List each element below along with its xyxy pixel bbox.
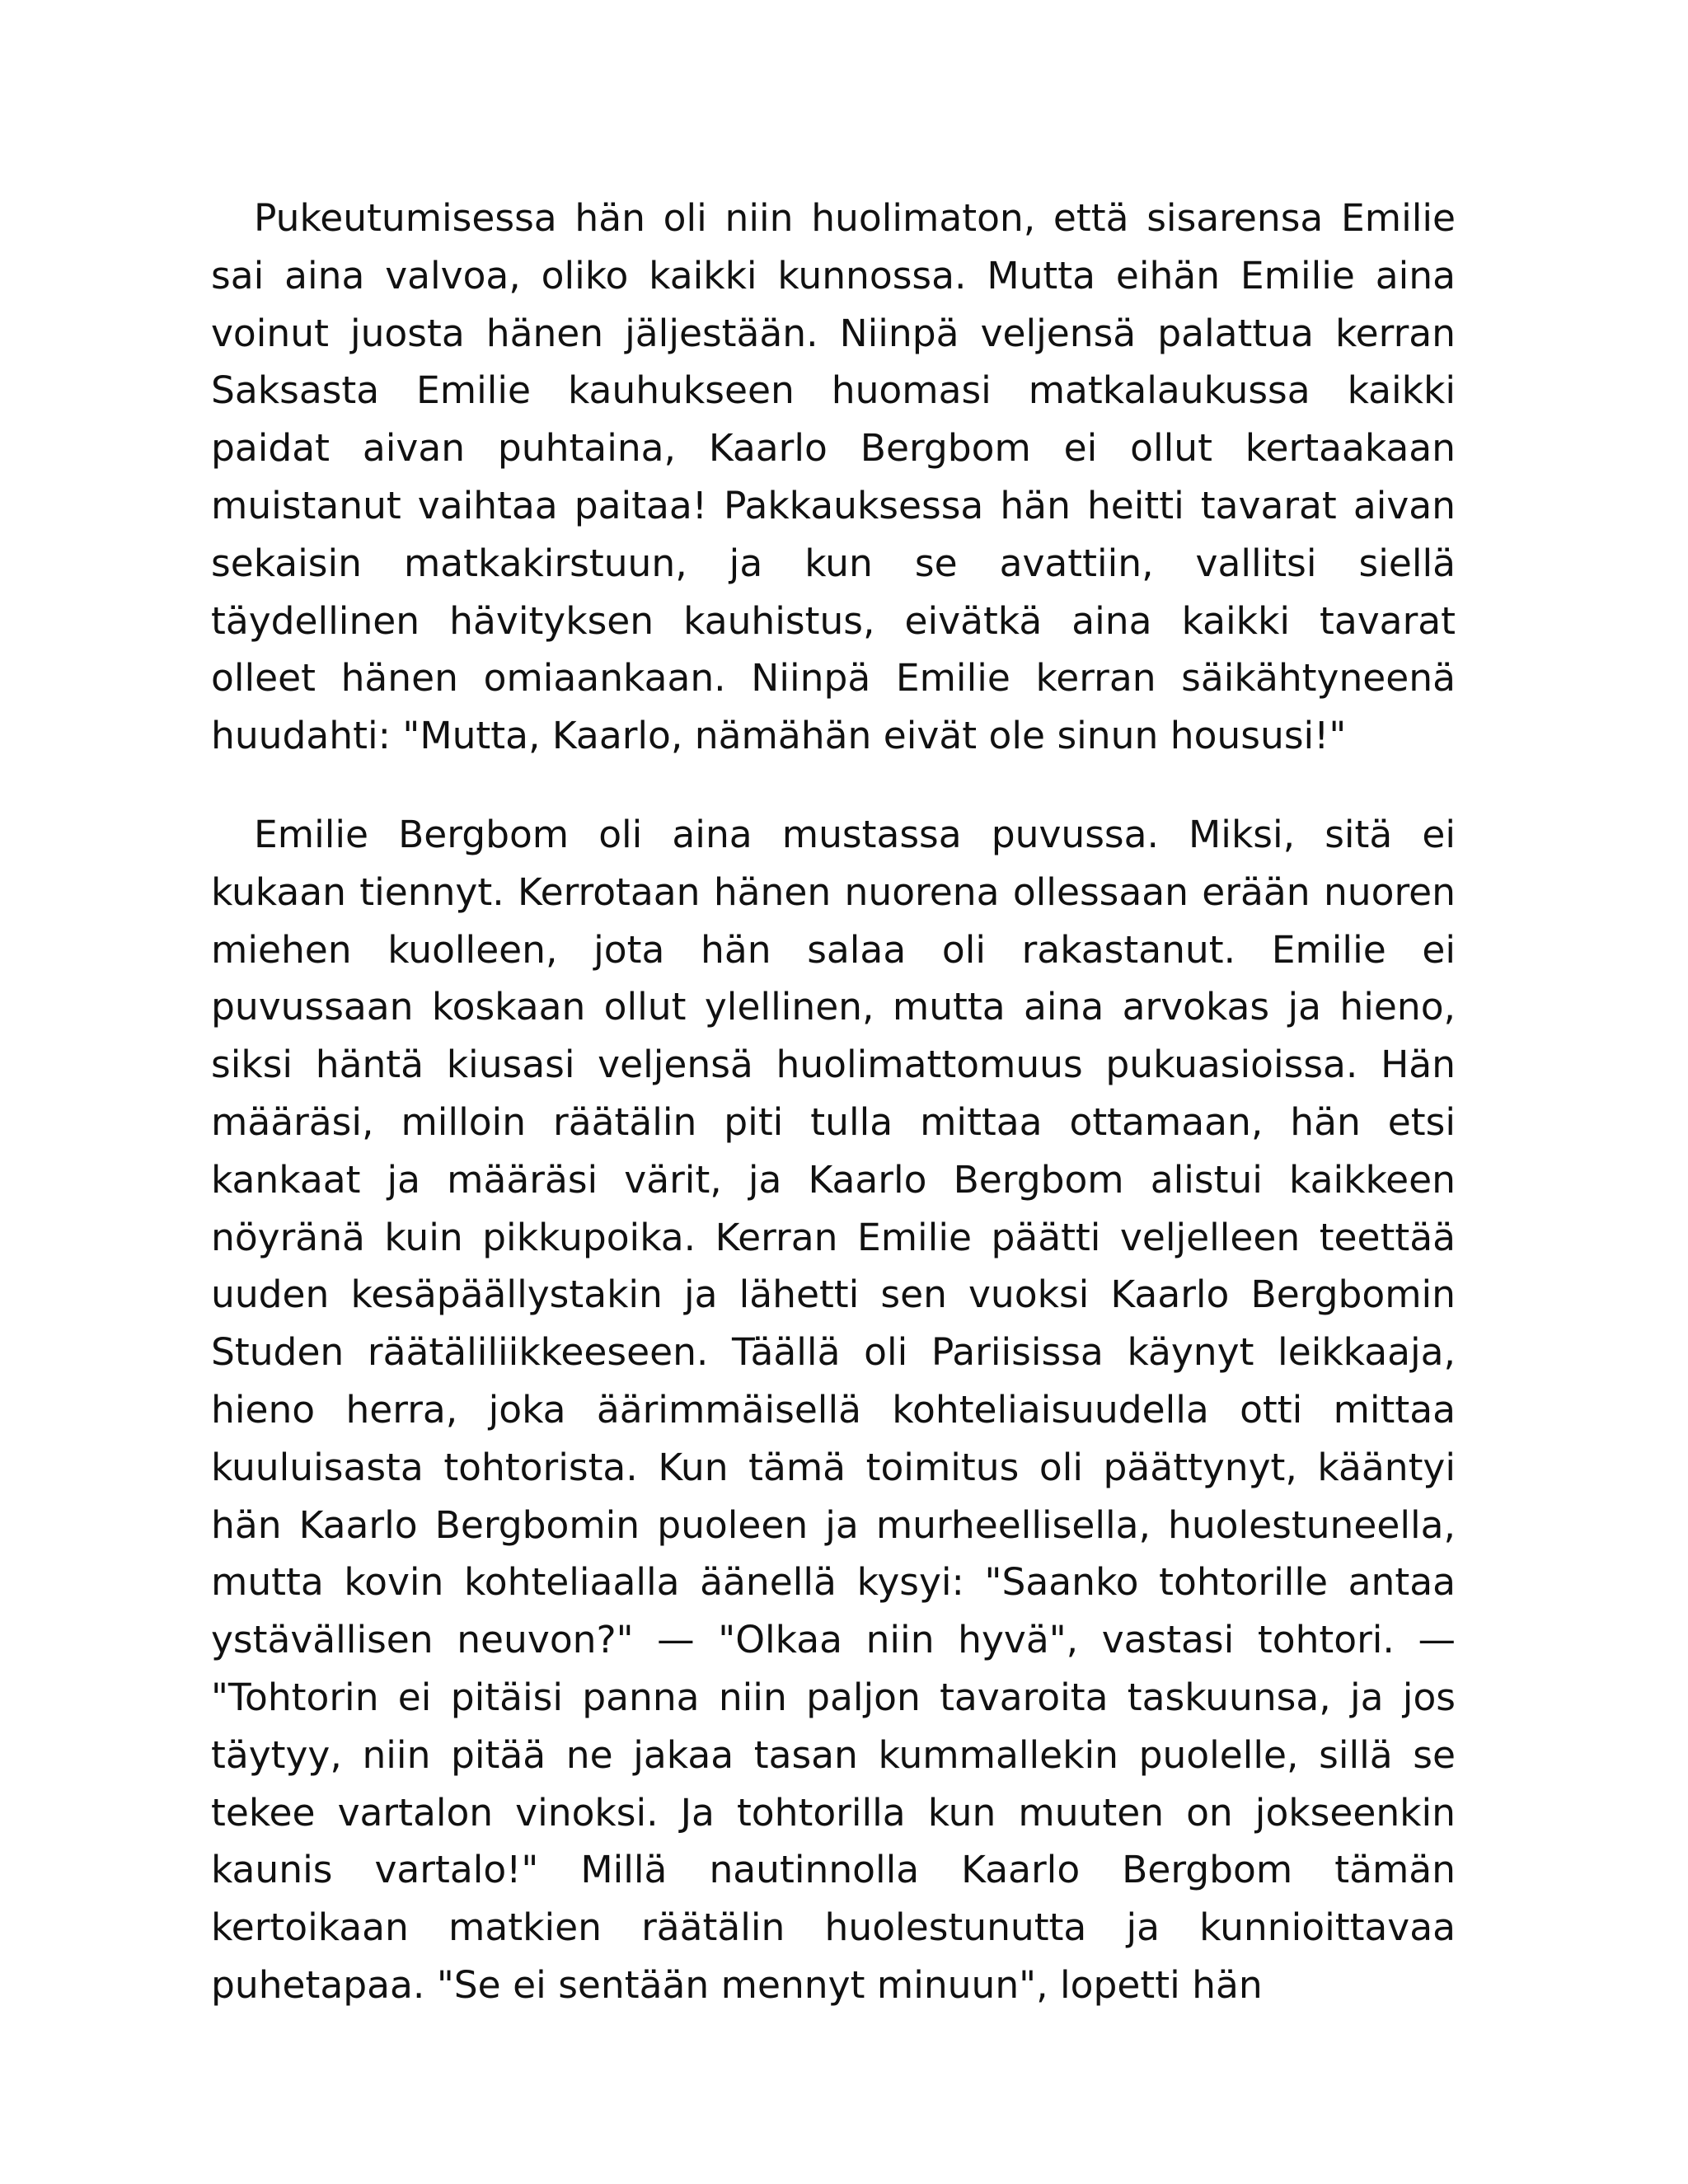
document-page [211,190,1456,2014]
paragraph-1: Pukeutumisessa hän oli niin huolimaton, että sisarensa Emilie sai aina valvoa, oliko kaikki kunnossa. Mutta eihän Emilie aina voinut juosta hänen jäljestään. Niinpä veljensä palattua kerran Saksasta Emilie kauhukseen huomasi matkalaukussa kaikki paidat aivan puhtaina, Kaarlo Bergbom ei ollut kertaakaan muistanut vaihtaa paitaa! Pakkauksessa hän heitti tavarat aivan sekaisin matkakirstuun, ja kun se avattiin, vallitsi siellä täydellinen hävityksen kauhistus, eivätkä aina kaikki tavarat olleet hänen omiaankaan. Niinpä Emilie kerran säikähtyneenä huudahti: "Mutta, Kaarlo, nämähän eivät ole sinun housusi!" [211,196,1456,758]
paragraph-2: Emilie Bergbom oli aina mustassa puvussa. Miksi, sitä ei kukaan tiennyt. Kerrotaan hänen nuorena ollessaan erään nuoren miehen kuolleen, jota hän salaa oli rakastanut. Emilie ei puvussaan koskaan ollut ylellinen, mutta aina arvokas ja hieno, siksi häntä kiusasi veljensä huolimattomuus pukuasioissa. Hän määräsi, milloin räätälin piti tulla mittaa ottamaan, hän etsi kankaat ja määräsi värit, ja Kaarlo Bergbom alistui kaikkeen nöyränä kuin pikkupoika. Kerran Emilie päätti veljelleen teettää uuden kesäpäällystakin ja lähetti sen vuoksi Kaarlo Bergbomin Studen räätäliliikkeeseen. Täällä oli Pariisissa käynyt leikkaaja, hieno herra, joka äärimmäisellä kohteliaisuudella otti mittaa kuuluisasta tohtorista. Kun tämä toimitus oli päättynyt, kääntyi hän Kaarlo Bergbomin puoleen ja murheellisella, huolestuneella, mutta kovin kohteliaalla äänellä kysyi: "Saanko tohtorille antaa ystävällisen neuvon?" — "Olkaa niin hyvä", vastasi tohtori. — "Tohtorin ei pitäisi panna niin paljon tavaroita taskuunsa, ja jos täytyy, niin pitää ne jakaa tasan kummallekin puolelle, sillä se tekee vartalon vinoksi. Ja tohtorilla kun muuten on jokseenkin kaunis vartalo!" Millä nautinnolla Kaarlo Bergbom tämän kertoikaan matkien räätälin huolestunutta ja kunnioittavaa puhetapaa. "Se ei sentään mennyt minuun", lopetti hän [211,812,1456,2007]
